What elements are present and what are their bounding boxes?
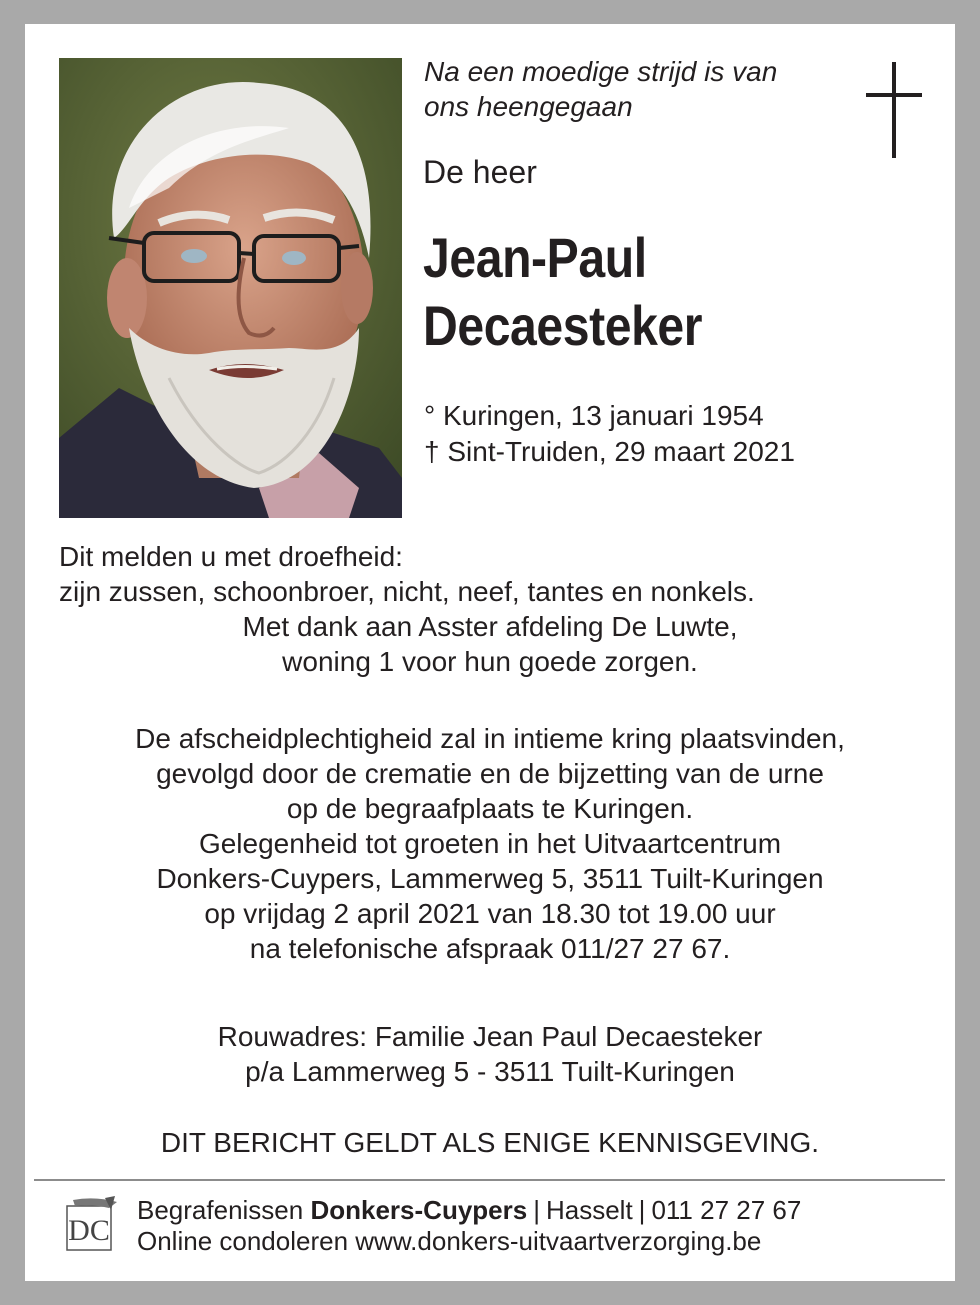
death-date: † Sint-Truiden, 29 maart 2021 (424, 436, 795, 467)
obituary-card (25, 24, 955, 1281)
thanks-text (25, 609, 955, 679)
ceremony-line: gevolgd door de crematie en de bijzetting van de urne (156, 758, 824, 789)
first-name: Jean-Paul (423, 226, 647, 289)
funeral-home-phone: 011 27 27 67 (651, 1195, 802, 1225)
footer-prefix: Begrafenissen (137, 1195, 304, 1225)
portrait-illustration (59, 58, 402, 518)
announcement (59, 539, 929, 609)
footer-text (137, 1195, 801, 1257)
funeral-home-logo (65, 1196, 119, 1252)
deceased-name (423, 224, 702, 360)
last-name: Decaesteker (423, 294, 703, 357)
birth-date: ° Kuringen, 13 januari 1954 (424, 400, 764, 431)
intro-text (424, 54, 864, 124)
ceremony-line: op vrijdag 2 april 2021 van 18.30 tot 19.00 uur (204, 898, 776, 929)
ceremony-line: na telefonische afspraak 011/27 27 67. (249, 933, 731, 964)
funeral-home-city: Hasselt (545, 1195, 633, 1225)
thanks-line: woning 1 voor hun goede zorgen. (282, 646, 698, 677)
life-dates (424, 398, 795, 470)
announce-line: Dit melden u met droefheid: (59, 541, 403, 572)
ceremony-info (25, 721, 955, 966)
ceremony-line: De afscheidplechtigheid zal in intieme kring plaatsvinden, (135, 723, 845, 754)
logo-monogram: DC (68, 1214, 110, 1247)
address-line: Rouwadres: Familie Jean Paul Decaesteker (217, 1021, 763, 1052)
ceremony-line: Gelegenheid tot groeten in het Uitvaartcentrum (198, 828, 782, 859)
footer-line-online (137, 1226, 801, 1257)
funeral-home-website[interactable]: www.donkers-uitvaartverzorging.be (355, 1226, 762, 1256)
footer-separator: | (533, 1195, 540, 1225)
notice-text: DIT BERICHT GELDT ALS ENIGE KENNISGEVING. (160, 1127, 820, 1158)
announce-line: zijn zussen, schoonbroer, nicht, neef, tantes en nonkels. (59, 576, 755, 607)
footer-divider (34, 1179, 945, 1181)
funeral-home-name: Donkers-Cuypers (310, 1195, 528, 1225)
ceremony-line: op de begraafplaats te Kuringen. (286, 793, 694, 824)
thanks-line: Met dank aan Asster afdeling De Luwte, (242, 611, 738, 642)
footer-line-contact (137, 1195, 801, 1226)
cross-icon (866, 62, 922, 158)
online-condolence-label: Online condoleren (137, 1226, 349, 1256)
honorific: De heer (423, 154, 537, 190)
intro-line: Na een moedige strijd is van (424, 56, 778, 87)
portrait-photo (59, 58, 402, 518)
address-line: p/a Lammerweg 5 - 3511 Tuilt-Kuringen (245, 1056, 735, 1087)
intro-line: ons heengegaan (424, 91, 633, 122)
mourning-address (25, 1019, 955, 1089)
footer-separator: | (638, 1195, 646, 1225)
ceremony-line: Donkers-Cuypers, Lammerweg 5, 3511 Tuilt-Kuringen (156, 863, 824, 894)
